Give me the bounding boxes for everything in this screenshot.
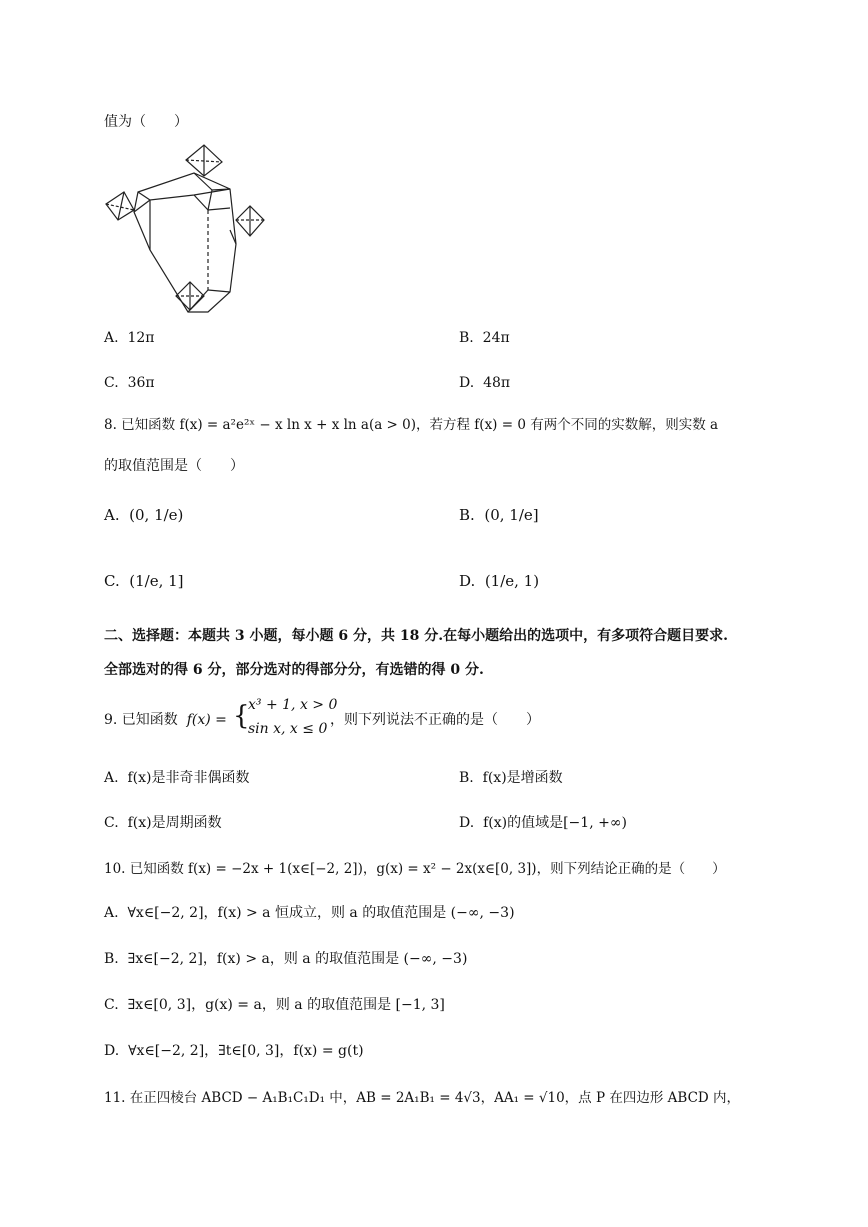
- q7-option-b: B. 24π: [459, 330, 510, 346]
- q8-option-c: C. (1/e, 1]: [104, 572, 184, 590]
- q10-option-c: C. ∃x∈[0, 3]，g(x) = a，则 a 的取值范围是 [−1, 3]: [104, 997, 445, 1013]
- section-2-header-line2: 全部选对的得 6 分，部分选对的得部分分，有选错的得 0 分.: [104, 662, 484, 678]
- q9-option-c: C. f(x)是周期函数: [104, 815, 222, 831]
- q8-stem-line1: 8. 已知函数 f(x) = a²e²ˣ − x ln x + x ln a(a > 0)，若方程 f(x) = 0 有两个不同的实数解，则实数 a: [104, 417, 719, 433]
- q7-polyhedron-figure: [100, 140, 270, 320]
- q10-stem: 10. 已知函数 f(x) = −2x + 1(x∈[−2, 2])，g(x) = x² − 2x(x∈[0, 3])，则下列结论正确的是（ ）: [104, 861, 726, 877]
- q8-stem-line2: 的取值范围是（ ）: [104, 458, 244, 474]
- q9-option-d: D. f(x)的值域是[−1, +∞): [459, 815, 627, 831]
- q10-option-a: A. ∀x∈[−2, 2]，f(x) > a 恒成立，则 a 的取值范围是 (−∞, −3): [104, 905, 515, 921]
- q7-option-d: D. 48π: [459, 375, 511, 391]
- q9-suffix: ，则下列说法不正确的是（ ）: [330, 712, 540, 728]
- q8-option-a: A. (0, 1/e): [104, 506, 184, 524]
- q8-option-b: B. (0, 1/e]: [459, 506, 539, 524]
- q10-option-d: D. ∀x∈[−2, 2]，∃t∈[0, 3]，f(x) = g(t): [104, 1043, 364, 1059]
- q9-option-b: B. f(x)是增函数: [459, 770, 563, 786]
- q8-option-d: D. (1/e, 1): [459, 572, 540, 590]
- q9-piece-2: sin x, x ≤ 0: [248, 721, 328, 737]
- q9-piece-1: x³ + 1, x > 0: [248, 697, 338, 713]
- q7-tail: 值为（ ）: [104, 114, 188, 130]
- q9-stem: 9. 已知函数 f(x) =: [104, 712, 227, 728]
- q10-option-b: B. ∃x∈[−2, 2]，f(x) > a，则 a 的取值范围是 (−∞, −3): [104, 951, 468, 967]
- q7-option-c: C. 36π: [104, 375, 155, 391]
- section-2-header-line1: 二、选择题：本题共 3 小题，每小题 6 分，共 18 分.在每小题给出的选项中，有多项符合题目要求.: [104, 628, 728, 644]
- q9-prefix: 9. 已知函数: [104, 712, 178, 728]
- q9-brace: {: [233, 701, 250, 731]
- q11-stem: 11. 在正四棱台 ABCD − A₁B₁C₁D₁ 中，AB = 2A₁B₁ = 4√3，AA₁ = √10，点 P 在四边形 ABCD 内，: [104, 1090, 741, 1106]
- q7-option-a: A. 12π: [104, 330, 155, 346]
- q9-option-a: A. f(x)是非奇非偶函数: [104, 770, 250, 786]
